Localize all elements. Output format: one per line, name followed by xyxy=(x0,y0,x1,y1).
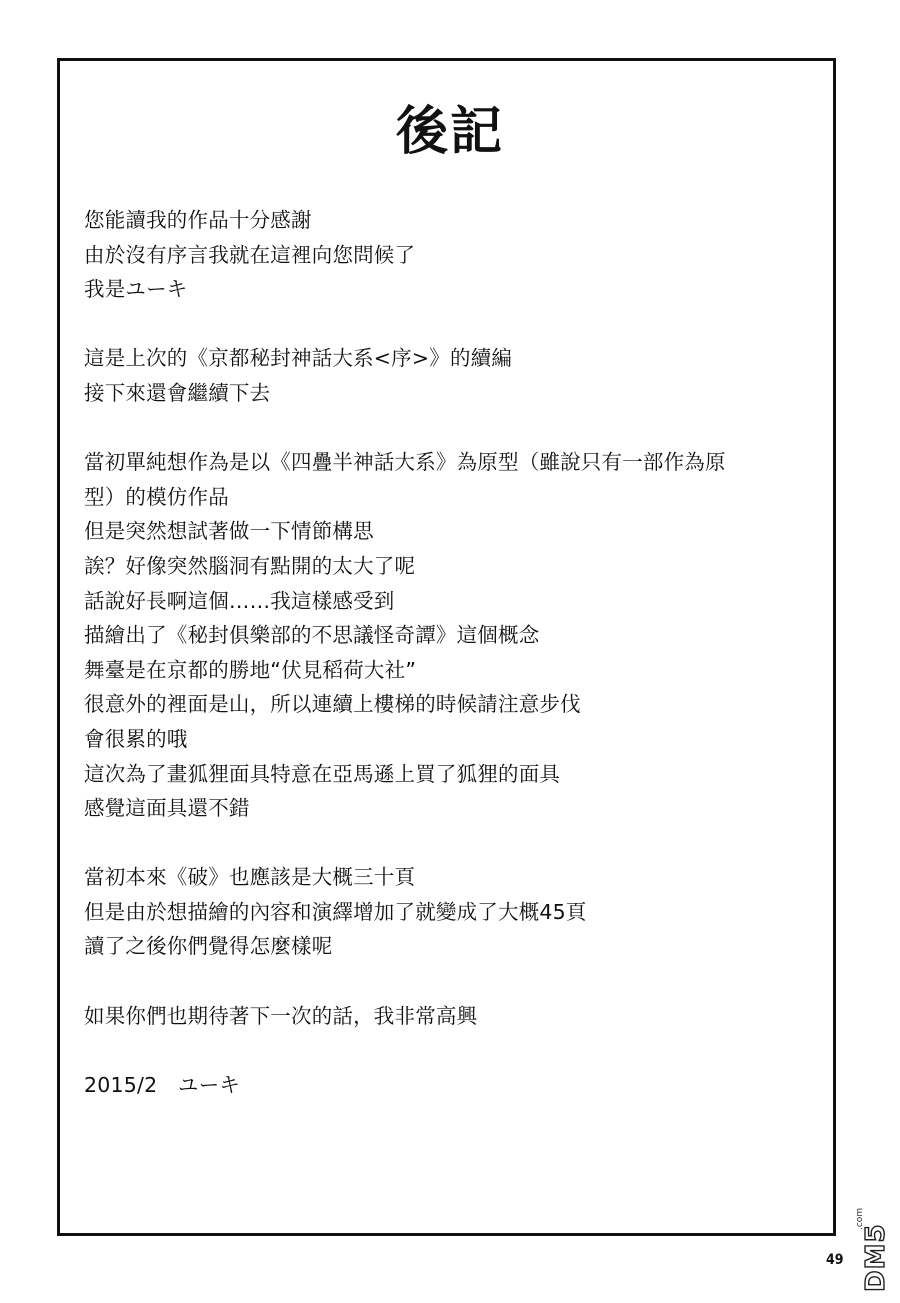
text-line: 這次為了畫狐狸面具特意在亞馬遜上買了狐狸的面具 xyxy=(84,761,561,786)
page-title: 後記 xyxy=(395,102,504,162)
blank-line xyxy=(84,826,804,861)
text-line: 當初單純想作為是以《四疊半神話大系》為原型（雖說只有一部作為原 xyxy=(84,450,726,475)
text-line: 會很累的哦 xyxy=(84,726,188,751)
watermark-logo-icon xyxy=(846,1170,896,1295)
text-line: 接下來還會繼續下去 xyxy=(84,380,271,405)
text-line: 誒？好像突然腦洞有點開的太大了呢 xyxy=(84,553,416,578)
blank-line xyxy=(84,411,804,446)
text-line: 您能讀我的作品十分感謝 xyxy=(84,208,312,232)
text-line: 讀了之後你們覺得怎麼樣呢 xyxy=(84,934,333,959)
svg-text:DM5: DM5 xyxy=(861,1223,891,1292)
signature-line: 2015/2 ユーキ xyxy=(84,1072,241,1097)
text-line: 型）的模仿作品 xyxy=(84,484,229,509)
text-line: 描繪出了《秘封俱樂部的不思議怪奇譚》這個概念 xyxy=(84,623,540,648)
blank-line xyxy=(84,964,804,999)
text-line: 當初本來《破》也應該是大概三十頁 xyxy=(84,865,416,890)
text-line: 由於沒有序言我就在這裡向您問候了 xyxy=(84,242,416,267)
blank-line xyxy=(84,307,804,342)
text-line: 很意外的裡面是山，所以連續上樓梯的時候請注意步伐 xyxy=(84,692,581,717)
blank-line xyxy=(84,1033,804,1068)
afterword-body xyxy=(84,203,804,1102)
text-line: 舞臺是在京都的勝地“伏見稻荷大社” xyxy=(84,657,417,682)
text-line: 但是由於想描繪的內容和演繹增加了就變成了大概45頁 xyxy=(84,899,587,924)
page-number: 49 xyxy=(826,1252,844,1268)
text-line: 話說好長啊這個……我這樣感受到 xyxy=(84,588,395,613)
text-line: 我是ユーキ xyxy=(84,277,188,302)
text-line: 這是上次的《京都秘封神話大系<序>》的續編 xyxy=(84,346,513,371)
svg-text:.com: .com xyxy=(855,1207,865,1230)
text-line: 如果你們也期待著下一次的話，我非常高興 xyxy=(84,1003,478,1028)
text-line: 但是突然想試著做一下情節構思 xyxy=(84,519,374,544)
text-line: 感覺這面具還不錯 xyxy=(84,796,250,821)
